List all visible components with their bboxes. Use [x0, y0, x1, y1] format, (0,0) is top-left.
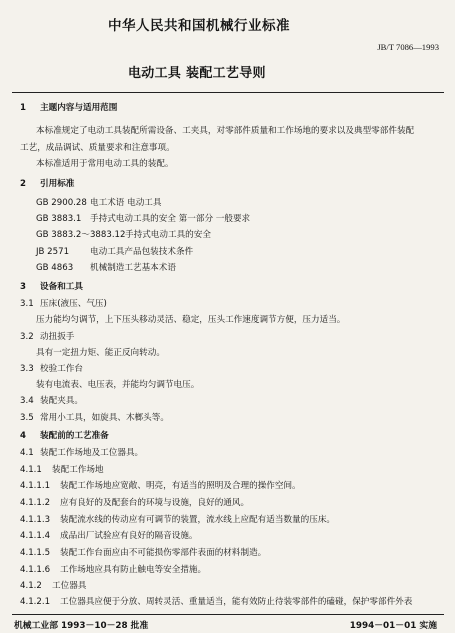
- clause-text: 校验工作台: [40, 364, 83, 374]
- footer-rule: [12, 614, 444, 615]
- clause-text: 装有电流表、电压表，并能均匀调节电压。: [36, 380, 200, 390]
- header-rule: [12, 92, 444, 93]
- clause-number: GB 4863: [36, 263, 74, 273]
- clause-text: 装配工作场地: [52, 465, 104, 475]
- clause-number: 4: [20, 431, 26, 441]
- document-title: 电动工具 装配工艺导则: [128, 66, 266, 81]
- clause-text: 本标准规定了电动工具装配所需设备、工夹具，对零部件质量和工作场地的要求以及典型零部件装配: [36, 126, 415, 136]
- clause-number: 3.5: [20, 413, 34, 423]
- clause-number: 3.1: [20, 299, 34, 309]
- clause-text: 工作场地应具有防止触电等安全措施。: [60, 565, 207, 575]
- clause-number: GB 2900.28: [36, 198, 87, 208]
- section-heading: 设备和工具: [40, 282, 83, 292]
- clause-number: GB 3883.2～3883.12: [36, 230, 126, 240]
- clause-text: 工位器具应便于分放、周转灵活、重量适当，能有效防止待装零部件的磕碰，保护零部件外表: [60, 597, 413, 607]
- section-heading: 主题内容与适用范围: [40, 103, 118, 113]
- clause-number: 4.1.1.1: [20, 481, 51, 491]
- footer-effective: 1994－01－01 实施: [349, 621, 437, 631]
- clause-text: 压力能均匀调节，上下压头移动灵活、稳定，压头工作速度调节方便，压力适当。: [36, 315, 346, 325]
- clause-text: 工艺，成品调试、质量要求和注意事项。: [20, 143, 175, 153]
- clause-number: 4.1.1.4: [20, 531, 51, 541]
- clause-text: 装配工作台面应由不可能损伤零部件表面的材料制造。: [60, 548, 267, 558]
- clause-number: 2: [20, 179, 26, 189]
- clause-text: 应有良好的及配套台的环境与设施，良好的通风。: [60, 498, 250, 508]
- standard-header-org: 中华人民共和国机械行业标准: [108, 18, 290, 34]
- clause-text: 装配工作场地及工位器具。: [40, 448, 144, 458]
- standard-code: JB/T 7086—1993: [377, 42, 439, 52]
- clause-text: 动扭扳手: [40, 332, 75, 342]
- clause-number: 3.3: [20, 364, 34, 374]
- clause-text: 装配夹具。: [40, 396, 83, 406]
- clause-text: 手持式电动工具的安全 第一部分 一般要求: [90, 214, 251, 224]
- clause-number: 4.1.1.2: [20, 498, 51, 508]
- clause-number: 4.1.1: [20, 465, 42, 475]
- clause-number: 4.1.2: [20, 581, 42, 591]
- clause-number: 4.1.1.3: [20, 515, 51, 525]
- clause-text: 电动工具产品包装技术条件: [90, 247, 194, 257]
- clause-number: 1: [20, 103, 26, 113]
- footer-approved: 机械工业部 1993－10－28 批准: [14, 621, 149, 631]
- clause-number: 4.1.1.6: [20, 565, 51, 575]
- clause-number: 3.4: [20, 396, 34, 406]
- clause-number: GB 3883.1: [36, 214, 82, 224]
- clause-number: 4.1: [20, 448, 34, 458]
- clause-text: 成品出厂试验应有良好的隔音设施。: [60, 531, 198, 541]
- clause-text: 机械制造工艺基本术语: [90, 263, 176, 273]
- clause-text: 装配工作场地应宽敞、明亮，有适当的照明及合理的操作空间。: [60, 481, 301, 491]
- clause-text: 压床(液压、气压): [40, 299, 107, 309]
- section-heading: 装配前的工艺准备: [40, 431, 109, 441]
- clause-text: 电工术语 电动工具: [90, 198, 162, 208]
- clause-text: 工位器具: [52, 581, 87, 591]
- clause-text: 具有一定扭力矩、能正反向转动。: [36, 348, 165, 358]
- section-heading: 引用标准: [40, 179, 75, 189]
- clause-number: 4.1.2.1: [20, 597, 51, 607]
- clause-number: 3: [20, 282, 26, 292]
- clause-number: 4.1.1.5: [20, 548, 51, 558]
- clause-text: 常用小工具，如旋具、木榔头等。: [40, 413, 169, 423]
- clause-text: 本标准适用于常用电动工具的装配。: [36, 159, 174, 169]
- clause-text: 装配流水线的传动应有可调节的装置，流水线上应配有适当数量的压床。: [60, 515, 336, 525]
- clause-text: 手持式电动工具的安全: [125, 230, 211, 240]
- clause-number: 3.2: [20, 332, 34, 342]
- clause-number: JB 2571: [36, 247, 70, 257]
